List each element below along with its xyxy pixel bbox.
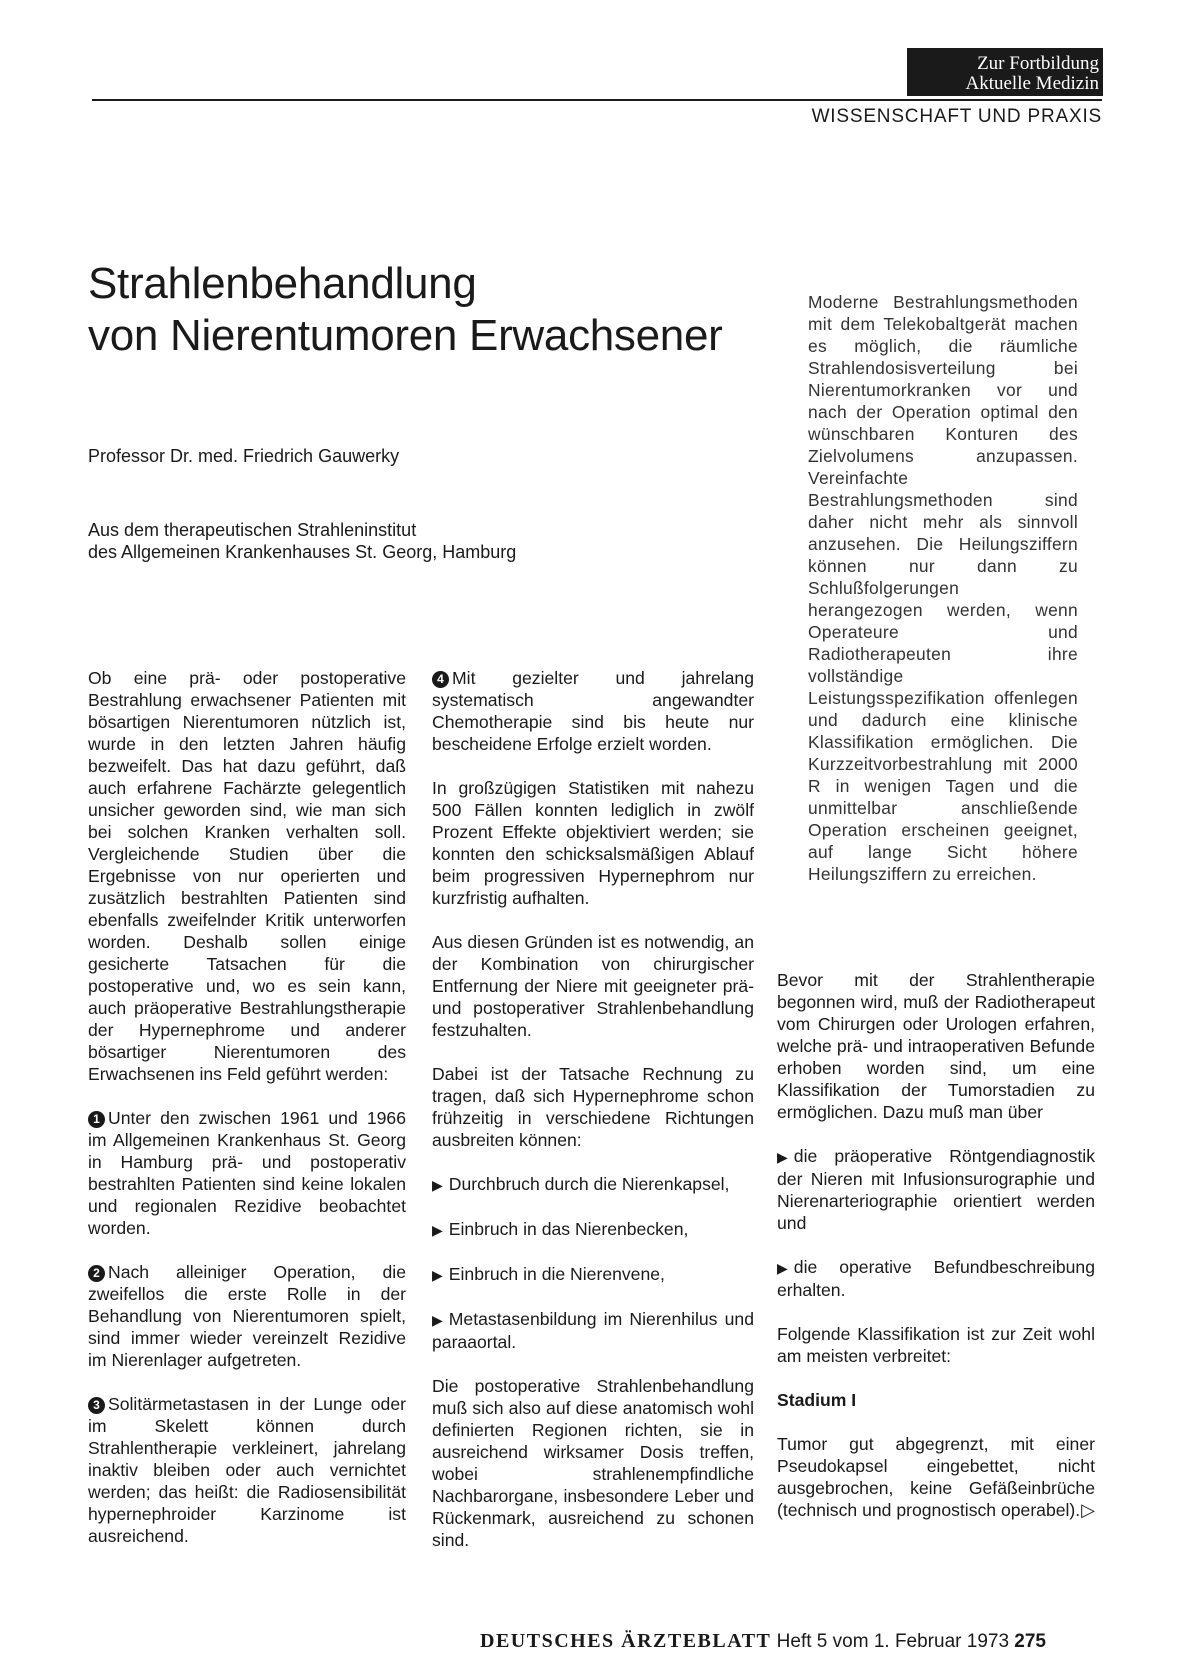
bullet-item — [432, 1263, 754, 1286]
paragraph-text: Solitärmetastasen in der Lunge oder im Skelett können durch Strahlentherapie verkleinert, jahrelang inaktiv bleiben oder auch vernichtet werden; das heißt: die Radiosensibilität hypernephroider Karzinome ist ausreichend. — [88, 1394, 406, 1546]
bullet-text: Einbruch in das Nierenbecken, — [448, 1219, 689, 1239]
institution-line-1: Aus dem therapeutischen Strahleninstitut — [88, 520, 417, 540]
numbered-paragraph — [88, 1261, 406, 1371]
page-number: 275 — [1014, 1631, 1046, 1652]
paragraph: Folgende Klassifikation ist zur Zeit wohl am meisten verbreitet: — [777, 1324, 1095, 1366]
abstract: Moderne Bestrahlungsmethoden mit dem Telekobaltgerät machen es möglich, die räumliche Strahlendosisverteilung bei Nierentumorkranken vor und nach der Operation optimal den wünschbaren Konturen des Zielvolumens anzupassen. Vereinfachte Bestrahlungsmethoden sind daher nicht mehr als sinnvoll anzusehen. Die Heilungsziffern können nur dann zu Schlußfolgerungen herangezogen werden, wenn Operateure und Radiotherapeuten ihre vollständige Leistungsspezifikation offenlegen und dadurch eine klinische Klassifikation ermöglichen. Die Kurzzeitvorbestrahlung mit 2000 R in wenigen Tagen und die unmittelbar anschließende Operation erscheinen geeignet, auf lange Sicht höhere Heilungsziffern zu erreichen. — [808, 292, 1078, 884]
footer — [480, 1630, 1046, 1653]
triangle-bullet-icon: ▶ — [432, 1312, 443, 1328]
paragraph-text: Unter den zwischen 1961 und 1966 im Allgemeinen Krankenhaus St. Georg in Hamburg prä- und postoperativ bestrahlten Patienten sind keine lokalen und regionalen Rezidive beobachtet worden. — [88, 1108, 406, 1238]
bullet-item — [432, 1308, 754, 1353]
numbered-paragraph — [432, 667, 754, 755]
badge-line-1: Zur Fortbildung — [977, 53, 1099, 74]
number-badge: 3 — [88, 1397, 105, 1414]
article-title — [88, 258, 723, 362]
number-badge: 2 — [88, 1265, 105, 1282]
header-rule — [92, 99, 1102, 101]
bullet-text: Metastasenbildung im Nierenhilus und paraaortal. — [432, 1309, 754, 1352]
bullet-text: Durchbruch durch die Nierenkapsel, — [448, 1174, 730, 1194]
column-3 — [777, 969, 1095, 1543]
triangle-bullet-icon: ▶ — [777, 1149, 788, 1165]
paragraph-text: Tumor gut abgegrenzt, mit einer Pseudokapsel eingebettet, nicht ausgebrochen, keine Gefäßeinbrüche (technisch und prognostisch operabel). — [777, 1434, 1095, 1520]
bullet-text: die operative Befundbeschreibung erhalten. — [777, 1257, 1095, 1300]
paragraph: Dabei ist der Tatsache Rechnung zu tragen, daß sich Hypernephrome schon frühzeitig in verschiedene Richtungen ausbreiten können: — [432, 1064, 754, 1150]
paragraph: Bevor mit der Strahlentherapie begonnen wird, muß der Radiotherapeut vom Chirurgen oder Urologen erfahren, welche prä- und intraoperativen Befunde erhoben worden sind, um eine Klassifikation der Tumorstadien zu ermöglichen. Dazu muß man über — [777, 970, 1095, 1122]
column-2 — [432, 667, 754, 1573]
bullet-item — [777, 1145, 1095, 1234]
section-label: WISSENSCHAFT UND PRAXIS — [811, 106, 1102, 127]
author: Professor Dr. med. Friedrich Gauwerky — [88, 446, 400, 466]
institution-line-2: des Allgemeinen Krankenhauses St. Georg, Hamburg — [88, 542, 517, 562]
paragraph: Die postoperative Strahlenbehandlung muß sich also auf diese anatomisch wohl definierten Regionen richten, sie in ausreichend wirksamer Dosis treffen, wobei strahlenempfindliche Nachbarorgane, insbesondere Leber und Rückenmark, ausreichend zu schonen sind. — [432, 1376, 754, 1550]
title-line-1: Strahlenbehandlung — [88, 259, 477, 308]
paragraph: In großzügigen Statistiken mit nahezu 500 Fällen konnten lediglich in zwölf Prozent Effekte objektiviert werden; sie konnten den schicksalsmäßigen Ablauf beim progressiven Hypernephrom nur kurzfristig aufhalten. — [432, 778, 754, 908]
numbered-paragraph — [88, 1393, 406, 1547]
paragraph-text: Nach alleiniger Operation, die zweifellos die erste Rolle in der Behandlung von Nierentumoren spielt, sind immer wieder vereinzelt Rezidive im Nierenlager aufgetreten. — [88, 1262, 406, 1370]
journal-name: DEUTSCHES ÄRZTEBLATT — [480, 1630, 772, 1652]
bullet-text: die präoperative Röntgendiagnostik der Nieren mit Infusionsurographie und Nierenarteriographie orientiert werden und — [777, 1146, 1095, 1233]
numbered-paragraph — [88, 1107, 406, 1239]
triangle-bullet-icon: ▶ — [432, 1267, 443, 1283]
number-badge: 1 — [88, 1111, 105, 1128]
bullet-item — [432, 1218, 754, 1241]
column-1 — [88, 667, 406, 1569]
institution — [88, 519, 516, 563]
triangle-bullet-icon: ▶ — [432, 1222, 443, 1238]
bullet-item — [777, 1256, 1095, 1301]
paragraph: Aus diesen Gründen ist es notwendig, an der Kombination von chirurgischer Entfernung der Niere mit geeigneter prä- und postoperativer Strahlenbehandlung festzuhalten. — [432, 932, 754, 1040]
paragraph-text: Mit gezielter und jahrelang systematisch angewandter Chemotherapie sind bis heute nur bescheidene Erfolge erzielt worden. — [432, 668, 754, 754]
triangle-bullet-icon: ▶ — [777, 1260, 788, 1276]
bullet-item — [432, 1173, 754, 1196]
badge-line-2: Aktuelle Medizin — [965, 73, 1099, 94]
triangle-bullet-icon: ▶ — [432, 1177, 443, 1193]
title-line-2: von Nierentumoren Erwachsener — [88, 311, 723, 360]
number-badge: 4 — [432, 671, 449, 688]
issue-info: Heft 5 vom 1. Februar 1973 — [776, 1631, 1010, 1652]
paragraph — [777, 1433, 1095, 1521]
continue-arrow-icon: ▷ — [1081, 1500, 1095, 1520]
series-badge — [907, 48, 1103, 96]
paragraph: Ob eine prä- oder postoperative Bestrahlung erwachsener Patienten mit bösartigen Nierentumoren nützlich ist, wurde in den letzten Jahren häufig bezweifelt. Das hat dazu geführt, daß auch erfahrene Fachärzte gelegentlich unsicher geworden sind, wie man sich bei solchen Kranken verhalten soll. Vergleichende Studien über die Ergebnisse von nur operierten und zusätzlich bestrahlten Patienten sind ebenfalls zweifelnder Kritik unterworfen worden. Deshalb sollen einige gesicherte Tatsachen für die postoperative und, wo es sein kann, auch präoperative Bestrahlungstherapie der Hypernephrome und anderer bösartiger Nierentumoren des Erwachsenen ins Feld geführt werden: — [88, 668, 406, 1084]
bullet-text: Einbruch in die Nierenvene, — [448, 1264, 665, 1284]
subheading: Stadium I — [777, 1390, 857, 1410]
